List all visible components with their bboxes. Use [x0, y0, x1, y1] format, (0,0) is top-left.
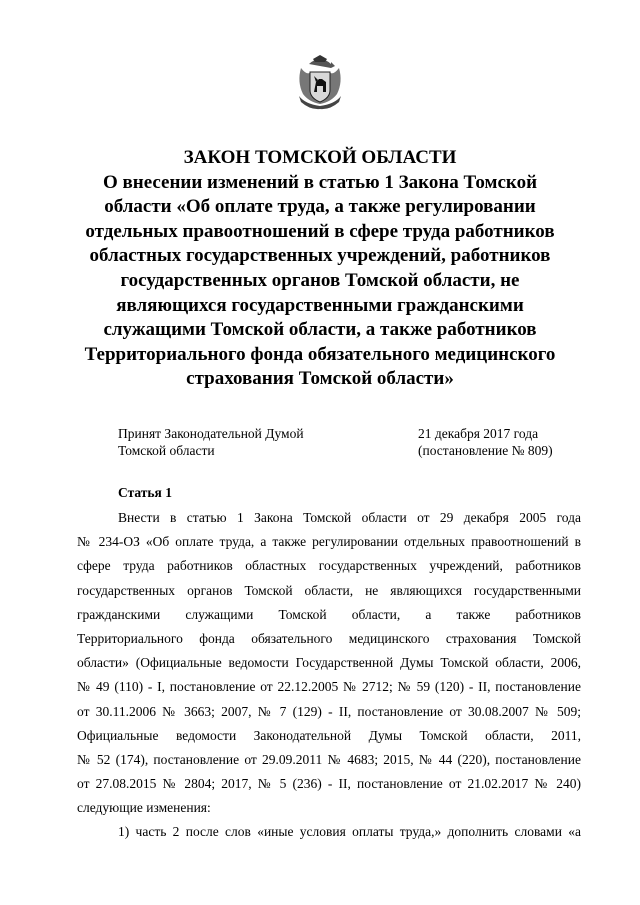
- article-line: следующие изменения:: [77, 800, 211, 816]
- article-line: от 30.11.2006 № 3663; 2007, № 7 (129) - II, постановление от 30.08.2007 № 509;: [77, 703, 581, 719]
- article-line: № 52 (174), постановление от 29.09.2011 № 4683; 2015, № 44 (220), постановление: [77, 751, 581, 767]
- adoption-date-line: 21 декабря 2017 года: [418, 426, 539, 441]
- article-line: области» (Официальные ведомости Государственной Думы Томской области, 2006,: [77, 655, 581, 671]
- article-line: гражданскими служащими Томской области, а также работников: [77, 606, 581, 622]
- article-line: № 49 (110) - I, постановление от 22.12.2005 № 2712; № 59 (120) - II, постановление: [77, 679, 581, 695]
- law-title: [60, 146, 580, 392]
- article-line: Территориального фонда обязательного медицинского страхования Томской: [77, 630, 581, 646]
- article-text: [77, 506, 581, 845]
- article-line: № 234-ОЗ «Об оплате труда, а также регулировании отдельных правоотношений в: [77, 534, 581, 550]
- article-line: 1) часть 2 после слов «иные условия оплаты труда,» дополнить словами «а: [118, 824, 581, 840]
- title-line: Территориального фонда обязательного медицинского: [84, 343, 556, 365]
- article-line: сфере труда работников областных государственных учреждений, работников: [77, 558, 581, 574]
- title-line: ЗАКОН ТОМСКОЙ ОБЛАСТИ: [183, 147, 457, 168]
- adoption-body: [118, 425, 304, 459]
- article-line: государственных органов Томской области, не являющихся государственными: [77, 582, 581, 598]
- coat-of-arms-icon: [295, 52, 345, 110]
- article-line: Внести в статью 1 Закона Томской области от 29 декабря 2005 года: [118, 510, 581, 525]
- adoption-date: [418, 425, 553, 459]
- title-line: являющихся государственными гражданскими: [116, 294, 524, 316]
- adoption-resolution-line: (постановление № 809): [418, 443, 553, 458]
- title-line: служащими Томской области, а также работников: [103, 319, 537, 341]
- title-line: областных государственных учреждений, работников: [89, 245, 551, 267]
- title-line: отдельных правоотношений в сфере труда работников: [85, 220, 555, 242]
- title-line: области «Об оплате труда, а также регулировании: [104, 196, 536, 218]
- article-line: от 27.08.2015 № 2804; 2017, № 5 (236) - II, постановление от 21.02.2017 № 240): [77, 776, 581, 792]
- title-line: О внесении изменений в статью 1 Закона Томской: [102, 171, 538, 193]
- article-line: Официальные ведомости Законодательной Думы Томской области, 2011,: [77, 727, 581, 743]
- title-line: государственных органов Томской области, не: [120, 269, 520, 291]
- adoption-body-line: Принят Законодательной Думой: [118, 426, 304, 441]
- title-line: страхования Томской области»: [186, 368, 454, 390]
- adoption-body-line: Томской области: [118, 443, 215, 458]
- article-heading: Статья 1: [118, 485, 172, 500]
